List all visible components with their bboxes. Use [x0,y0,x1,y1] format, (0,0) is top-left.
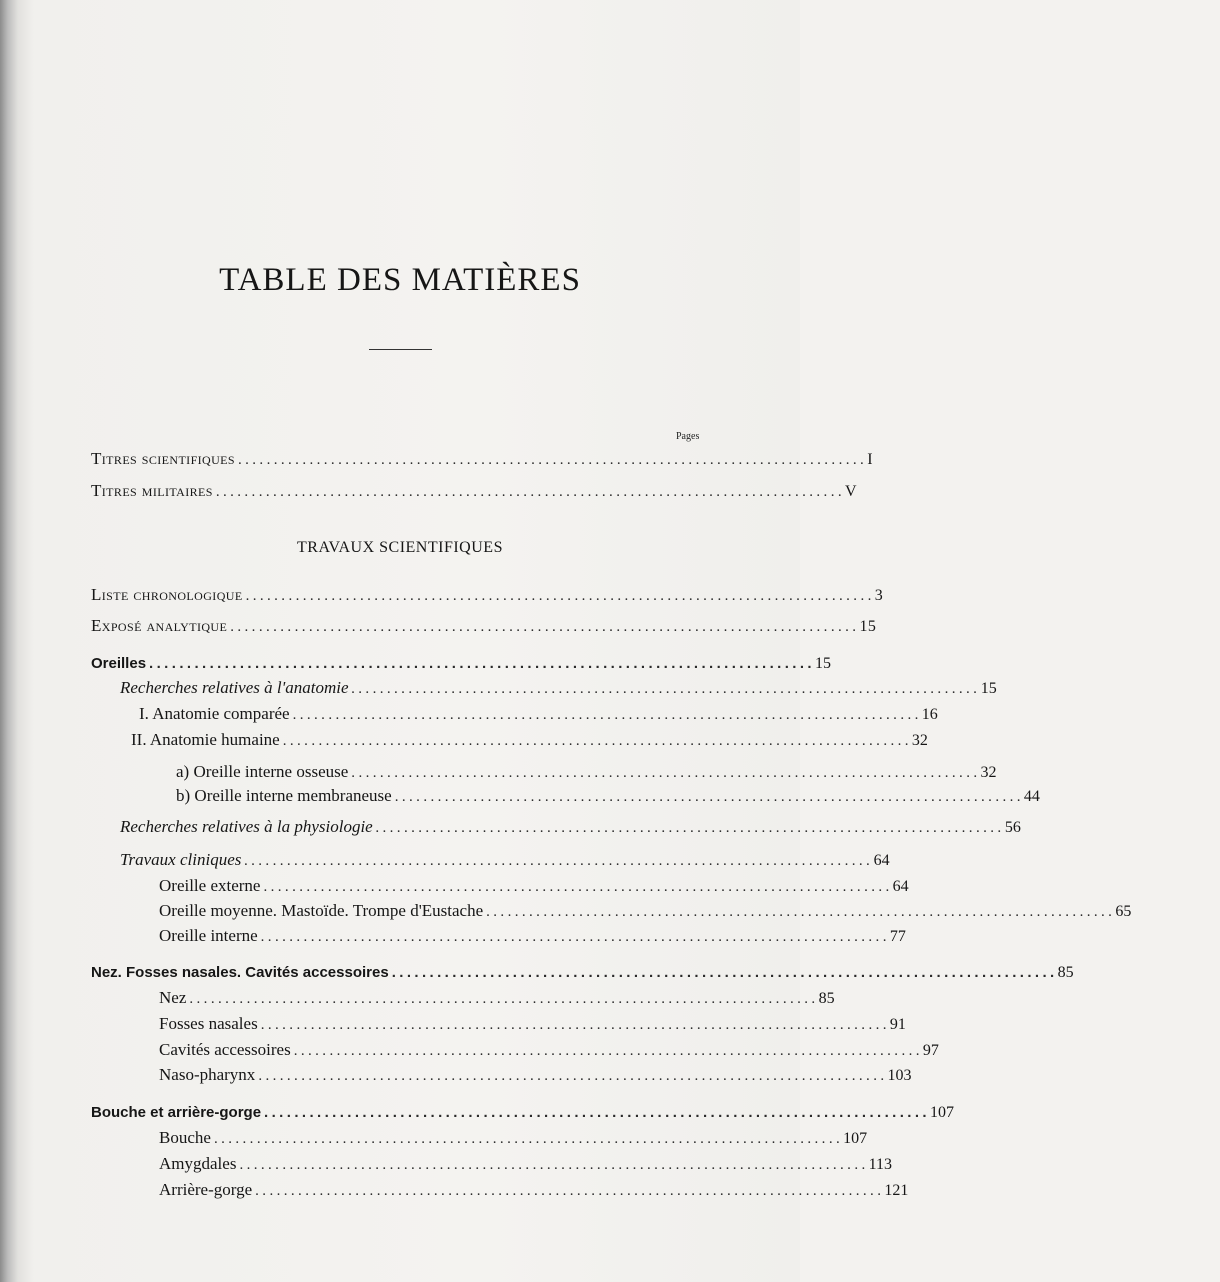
toc-entry-label: Liste chronologique [91,585,243,604]
toc-entry [0,728,928,752]
dot-leader: ........................................................................................ [263,879,893,895]
dot-leader: ........................................................................................ [239,1157,869,1173]
toc-entry-label: b) Oreille interne membraneuse [176,786,392,805]
toc-entry-label: Exposé analytique [91,616,228,635]
toc-entry [0,899,1132,923]
dot-leader: ........................................................................................ [486,904,1116,920]
toc-entry-label: Arrière-gorge [159,1180,253,1199]
toc-entry-page: I [867,451,873,468]
toc-entry-page: 65 [1115,903,1132,920]
toc-entry [0,1126,868,1150]
toc-entry-label: Amygdales [159,1154,237,1173]
toc-entry-label: I. Anatomie comparée [139,704,290,723]
dot-leader: ........................................................................................ [293,1043,923,1059]
dot-leader: ........................................................................................ [264,1104,930,1121]
dot-leader: ........................................................................................ [258,1068,888,1084]
dot-leader: ........................................................................................ [375,820,1005,836]
toc-entry-label: Oreille moyenne. Mastoïde. Trompe d'Eustache [159,901,484,920]
toc-entry [0,874,909,898]
toc-entry-label: Recherches relatives à l'anatomie [120,678,349,697]
toc-entry [0,652,831,676]
toc-entry-page: 15 [859,618,877,635]
toc-entry [0,848,890,872]
toc-entry-page: 85 [1057,964,1074,981]
toc-entry-label: Cavités accessoires [159,1040,291,1059]
toc-entry [0,479,857,503]
dot-leader: ........................................................................................ [260,929,890,945]
toc-entry-label: a) Oreille interne osseuse [176,762,349,781]
toc-entry [0,447,873,471]
toc-entry-page: 77 [889,928,906,945]
toc-entry [0,760,997,784]
toc-entry-page: 32 [911,732,928,749]
toc-entry-page: 64 [892,878,909,895]
toc-entry-page: 107 [930,1104,954,1121]
toc-entry-label: Titres scientifiques [91,449,235,468]
dot-leader: ........................................................................................ [237,452,868,468]
toc-entry-label: Travaux cliniques [120,850,242,869]
toc-entry-label: Bouche [159,1128,211,1147]
toc-entry-page: 56 [1004,819,1021,836]
toc-entry-page: 15 [980,680,997,697]
toc-entry-label: Recherches relatives à la physiologie [120,817,373,836]
dot-leader: ........................................................................................ [189,991,819,1007]
toc-entry-page: 107 [843,1130,868,1147]
page-title: TABLE DES MATIÈRES [219,262,581,298]
toc-entry-page: 44 [1023,788,1040,805]
toc-entry-label: Nez [159,988,187,1007]
toc-entry-label: II. Anatomie humaine [131,730,280,749]
toc-entry [0,986,835,1010]
toc-entry-page: 103 [887,1067,912,1084]
dot-leader: ........................................................................................ [213,1131,844,1147]
toc-entry-label: Oreilles [91,655,147,672]
toc-entry-page: 85 [818,990,835,1007]
toc-entry-label: Oreille interne [159,926,258,945]
toc-entry-page: 3 [874,587,884,604]
dot-leader: ........................................................................................ [215,484,846,500]
dot-leader: ........................................................................................ [149,655,815,672]
toc-entry-label: Oreille externe [159,876,261,895]
toc-entry-page: 113 [868,1156,893,1173]
toc-entry [0,961,1074,985]
dot-leader: ........................................................................................ [244,853,874,869]
dot-leader: ........................................................................................ [245,588,875,604]
dot-leader: ........................................................................................ [260,1017,890,1033]
toc-entry-page: 16 [921,706,938,723]
toc-entry [0,1101,954,1125]
toc-entry-page: V [845,483,857,500]
dot-leader: ........................................................................................ [230,619,860,635]
toc-entry [0,924,906,948]
toc-entry-label: Fosses nasales [159,1014,258,1033]
toc-entry-label: Bouche et arrière-gorge [91,1104,262,1121]
toc-entry [0,583,884,607]
toc-entry-label: Nez. Fosses nasales. Cavités accessoires [91,964,389,981]
dot-leader: ........................................................................................ [282,733,912,749]
toc-entry [0,815,1021,839]
toc-entry-page: 91 [889,1016,906,1033]
dot-leader: ........................................................................................ [394,789,1024,805]
toc-entry [0,1152,893,1176]
toc-entry [0,702,938,726]
dot-leader: ........................................................................................ [255,1183,885,1199]
toc-entry-page: 121 [884,1182,909,1199]
dot-leader: ........................................................................................ [351,681,981,697]
toc-entry-page: 64 [873,852,890,869]
toc-entry-label: Titres militaires [91,481,213,500]
dot-leader: ........................................................................................ [391,964,1058,981]
toc-entry [0,1063,912,1087]
dot-leader: ........................................................................................ [351,765,981,781]
section-heading: TRAVAUX SCIENTIFIQUES [297,539,503,556]
toc-entry-label: Naso-pharynx [159,1065,256,1084]
toc-entry-page: 97 [922,1042,939,1059]
toc-entry [0,614,877,638]
toc-entry-page: 15 [815,655,831,672]
pages-column-label: Pages [676,431,700,442]
title-rule [369,349,432,350]
toc-entry [0,676,997,700]
toc-entry [0,1178,909,1202]
toc-entry [0,1012,906,1036]
dot-leader: ........................................................................................ [292,707,922,723]
toc-entry [0,784,1040,808]
toc-entry [0,1038,939,1062]
toc-entry-page: 32 [980,764,997,781]
